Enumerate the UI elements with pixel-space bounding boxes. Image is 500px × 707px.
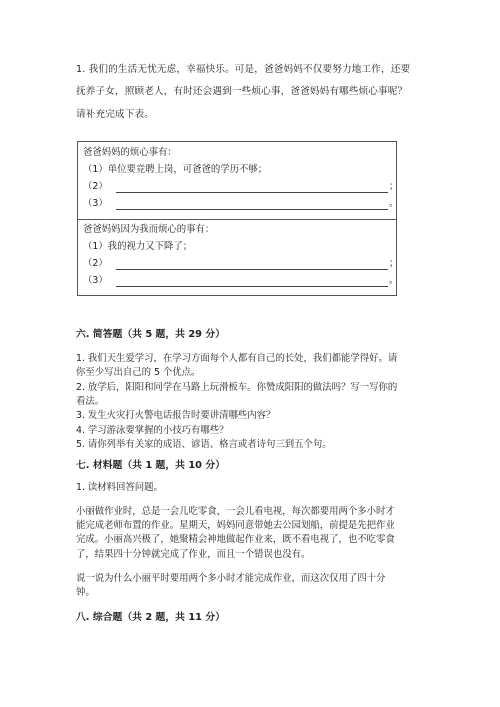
section-6-line: 1. 我们天生爱学习，在学习方面每个人都有自己的长处，我们都能学得好。请 bbox=[76, 353, 398, 364]
question-1-line-2: 抚养子女，照顾老人，有时还会遇到一些烦心事，爸爸妈妈有哪些烦心事呢？ bbox=[76, 86, 408, 97]
section-7-title: 七. 材料题（共 1 题，共 10 分） bbox=[76, 460, 225, 471]
table-row-1-2-label: （2） bbox=[83, 181, 108, 192]
table-divider bbox=[78, 219, 396, 220]
section-6-line: 看法。 bbox=[76, 396, 105, 407]
material-paragraph-line: 完成。小丽高兴极了，她聚精会神地做起作业来，既不看电视了，也不吃零食 bbox=[76, 534, 395, 545]
section-6-line: 你至少写出自己的 5 个优点。 bbox=[76, 367, 201, 378]
section-6-line: 3. 发生火灾打火警电话报告时要讲清哪些内容？ bbox=[76, 410, 276, 421]
section-6-line: 2. 放学后，阳阳和同学在马路上玩滑板车。你赞成阳阳的做法吗？写一写你的 bbox=[76, 382, 398, 393]
worries-table bbox=[77, 141, 397, 296]
table-row-2-1: （1）我的视力又下降了； bbox=[83, 241, 193, 252]
table-row-2-2-label: （2） bbox=[83, 258, 108, 269]
section-8-title: 八. 综合题（共 2 题，共 11 分） bbox=[76, 612, 225, 623]
section-7-intro: 1. 读材料回答问题。 bbox=[76, 482, 163, 493]
table-row-2-3-label: （3） bbox=[83, 275, 108, 286]
material-question-line: 说一说为什么小丽平时要用两个多小时才能完成作业，而这次仅用了四十分 bbox=[76, 573, 386, 584]
question-1-line-3: 请补充完成下表。 bbox=[76, 109, 154, 120]
semicolon-2-2: ； bbox=[389, 258, 399, 269]
table-header-parents-worries: 爸爸妈妈的烦心事有： bbox=[83, 147, 177, 158]
section-6-line: 4. 学习游泳要掌握的小技巧有哪些？ bbox=[76, 425, 229, 436]
question-1-line-1: 1. 我们的生活无忧无虑，幸福快乐。可是，爸爸妈妈不仅要努力地工作，还要 bbox=[76, 64, 411, 75]
period-2-3: 。 bbox=[389, 275, 399, 286]
section-6-title: 六. 简答题（共 5 题，共 29 分） bbox=[76, 329, 225, 340]
answer-blank-1-2[interactable] bbox=[116, 192, 388, 193]
table-header-worries-because-of-me: 爸爸妈妈因为我而烦心的事有： bbox=[83, 224, 215, 235]
table-row-1-1: （1）单位要竞聘上岗，可爸爸的学历不够； bbox=[83, 164, 268, 175]
material-paragraph-line: 了，结果四十分钟就完成了作业，而且一个错误也没有。 bbox=[76, 549, 311, 560]
material-paragraph-line: 小丽做作业时，总是一会儿吃零食，一会儿看电视，每次都要用两个多小时才 bbox=[76, 506, 395, 517]
material-paragraph-line: 能完成老师布置的作业。星期天，妈妈同意带她去公园划船，前提是先把作业 bbox=[76, 520, 395, 531]
table-row-1-3-label: （3） bbox=[83, 198, 108, 209]
period-1-3: 。 bbox=[389, 198, 399, 209]
answer-blank-1-3[interactable] bbox=[116, 209, 388, 210]
answer-blank-2-3[interactable] bbox=[116, 286, 388, 287]
answer-blank-2-2[interactable] bbox=[116, 269, 388, 270]
semicolon-1-2: ； bbox=[389, 181, 399, 192]
section-6-line: 5. 请你列举有关家的成语、谚语、格言或者诗句三到五个句。 bbox=[76, 439, 332, 450]
material-question-line: 钟。 bbox=[76, 587, 95, 598]
